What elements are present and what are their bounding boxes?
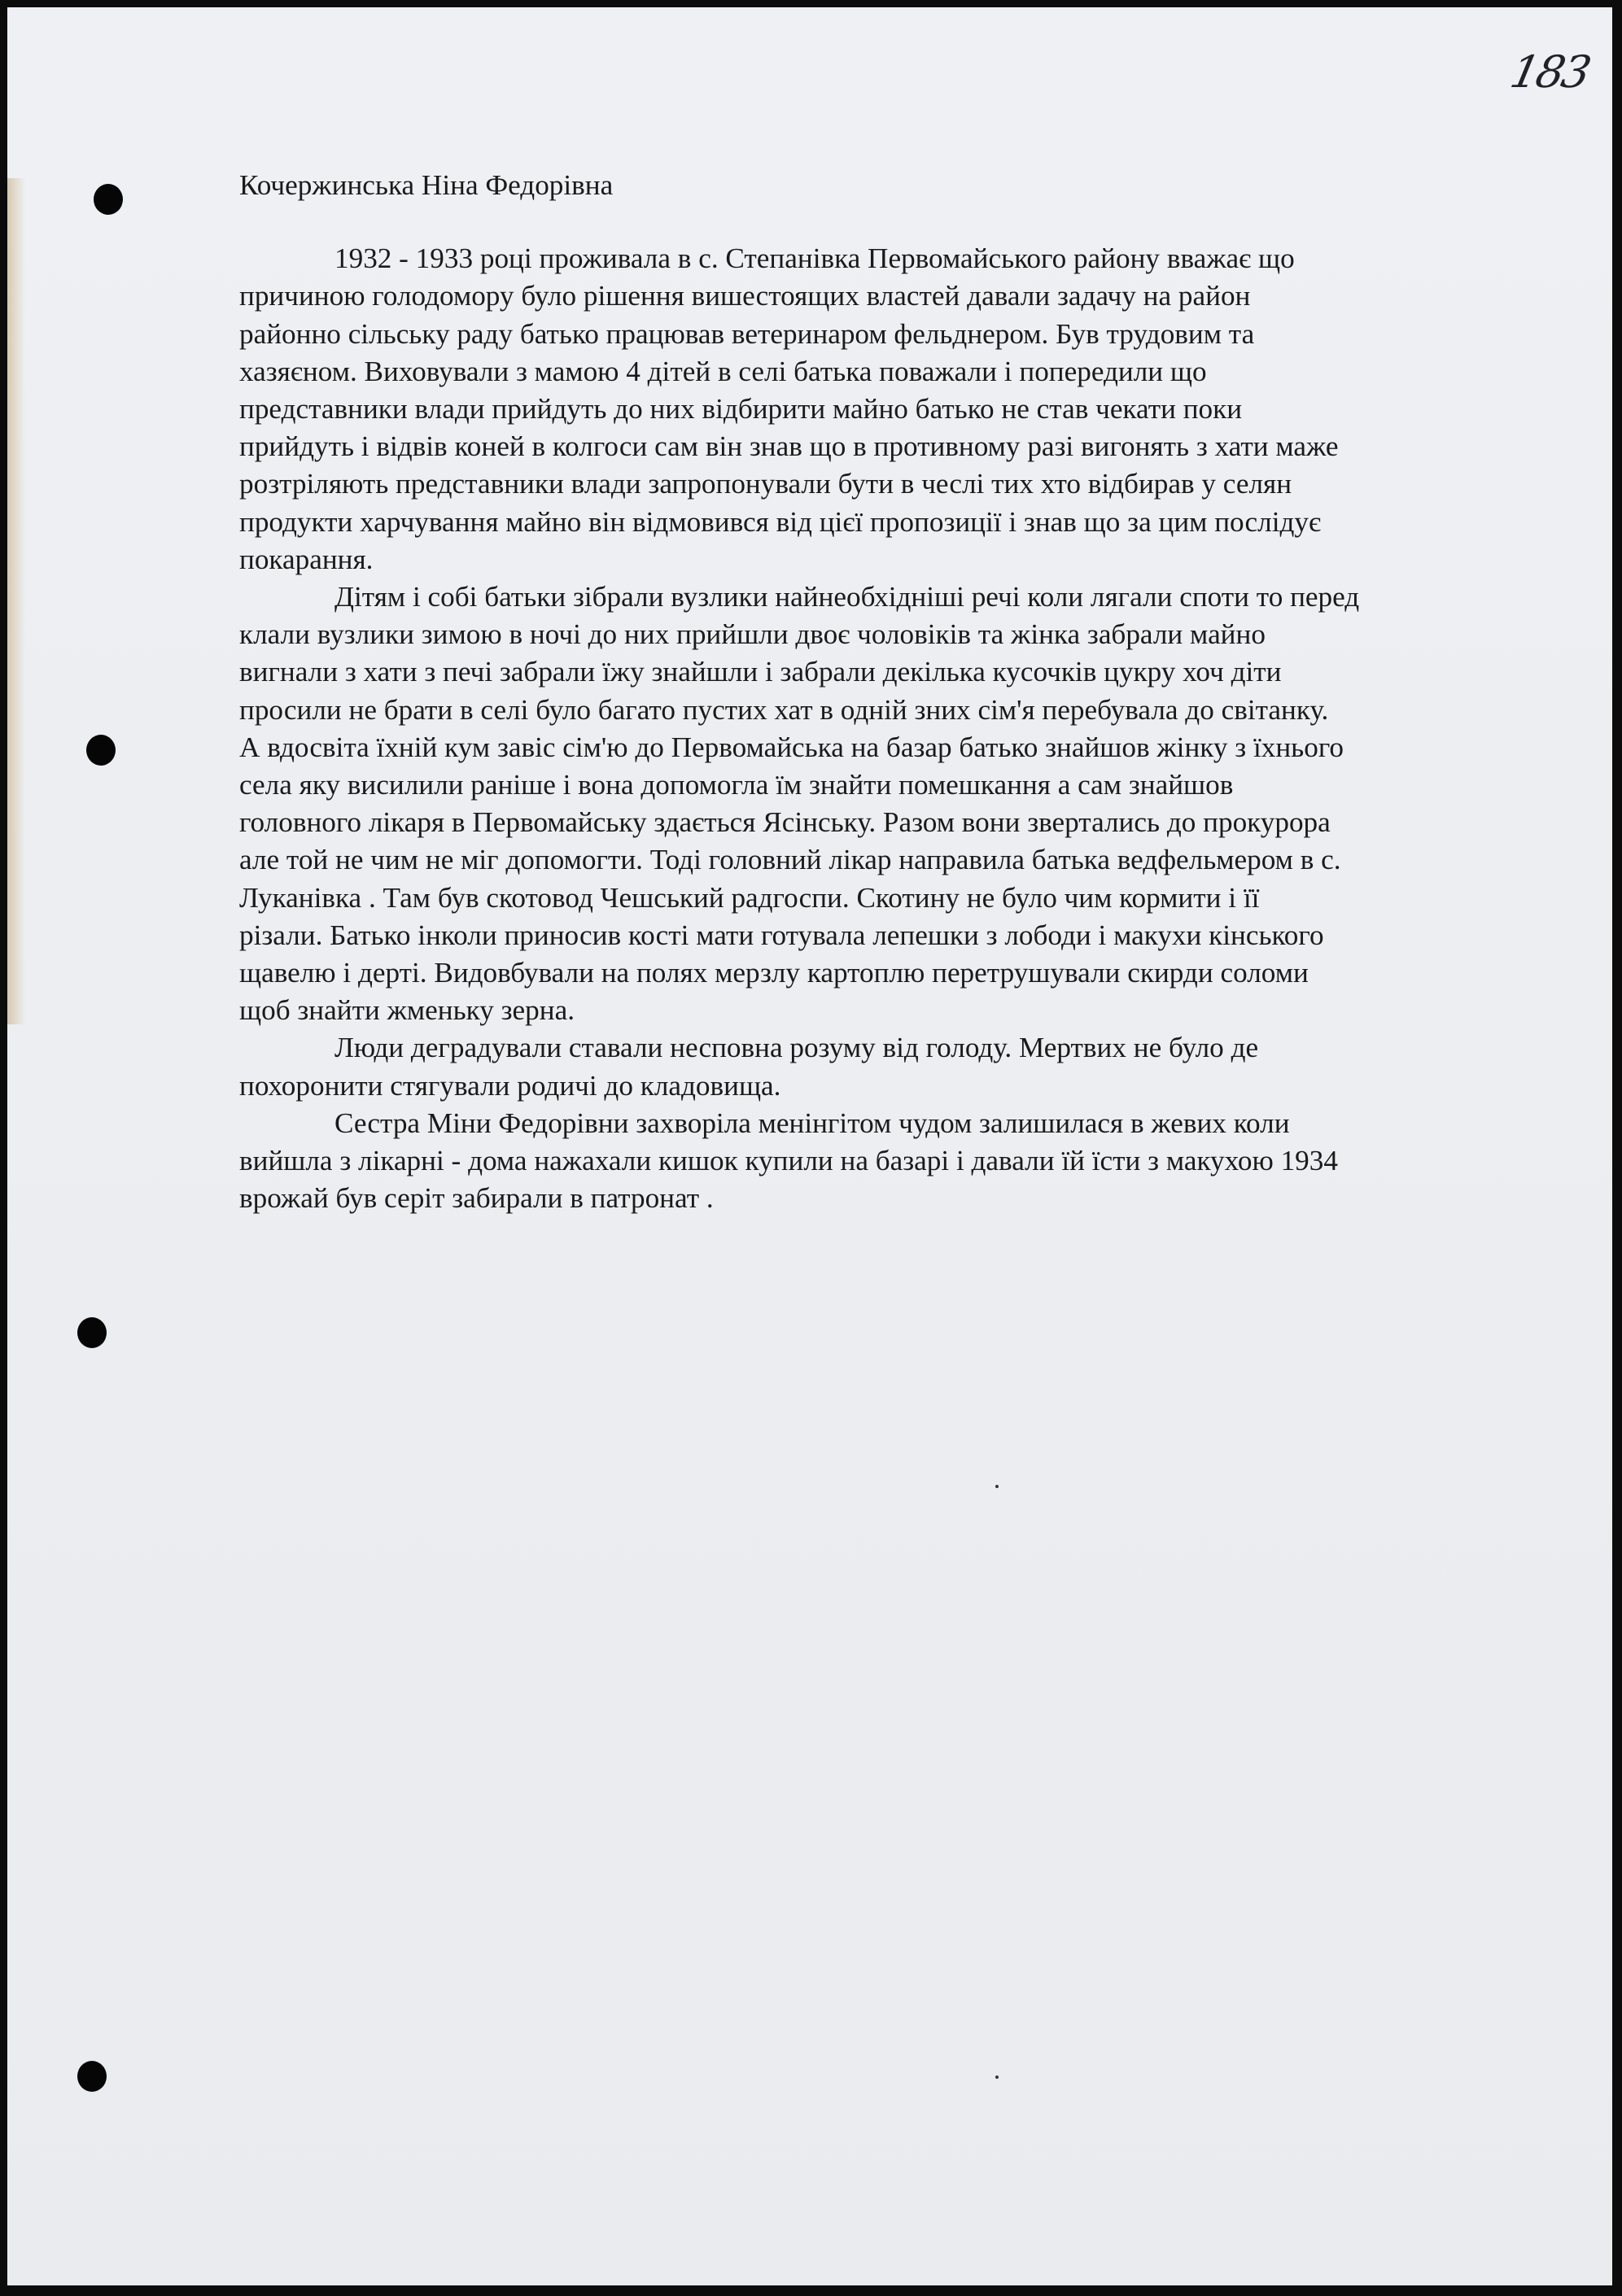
text-line: хазяєном. Виховували з мамою 4 дітей в селі батька поважали і попередили що: [239, 355, 1207, 387]
text-line: але той не чим не міг допомогти. Тоді головний лікар направила батька ведфельмером в с.: [239, 844, 1341, 876]
paragraph-4: [239, 1105, 1513, 1218]
text-line: Дітям і собі батьки зібрали вузлики найнеобхідніші речі коли лягали споти то перед: [334, 581, 1360, 613]
punch-hole-1: [94, 184, 123, 215]
text-line: вигнали з хати з печі забрали їжу знайшли і забрали декілька кусочків цукру хоч діти: [239, 656, 1282, 688]
text-line: села яку висилили раніше і вона допомогла їм знайти помешкання а сам знайшов: [239, 769, 1234, 801]
text-line: вийшла з лікарні - дома нажахали кишок купили на базарі і давали їй їсти з макухою 1934: [239, 1145, 1338, 1177]
text-line: А вдосвіта їхній кум завіс сім'ю до Первомайська на базар батько знайшов жінку з їхнього: [239, 731, 1344, 763]
text-line: різали. Батько інколи приносив кості мати готувала лепешки з лободи і макухи кінського: [239, 919, 1324, 951]
punch-hole-3: [77, 1317, 107, 1348]
document-title: Кочержинська Ніна Федорівна: [239, 169, 614, 201]
text-line: щавелю і дерті. Видовбували на полях мерзлу картоплю перетрушували скирди соломи: [239, 957, 1309, 989]
page-number: 183: [1506, 46, 1594, 98]
text-line: Сестра Міни Федорівни захворіла менінгітом чудом залишилася в жевих коли: [334, 1107, 1290, 1139]
text-line: щоб знайти жменьку зерна.: [239, 994, 575, 1027]
text-line: районно сільську раду батько працював ветеринаром фельднером. Був трудовим та: [239, 317, 1255, 350]
text-line: причиною голодомору було рішення вишестоящих властей давали задачу на район: [239, 280, 1251, 312]
punch-hole-2: [86, 735, 116, 766]
document-body: [239, 167, 1513, 1217]
text-line: прийдуть і відвів коней в колгоси сам він знав що в противному разі вигонять з хати маже: [239, 430, 1339, 463]
text-line: врожай був серіт забирали в патронат .: [239, 1182, 714, 1215]
text-line: клали вузлики зимою в ночі до них прийшли двоє чоловіків та жінка забрали майно: [239, 618, 1266, 651]
paragraph-1: [239, 240, 1513, 578]
text-line: Люди деградували ставали несповна розуму від голоду. Мертвих не було де: [334, 1032, 1259, 1064]
text-line: покарання.: [239, 543, 374, 575]
text-line: похоронити стягували родичі до кладовища.: [239, 1069, 781, 1102]
paper-stain: [7, 178, 25, 1024]
text-line: розтріляють представники влади запропонували бути в чеслі тих хто відбирав у селян: [239, 468, 1292, 500]
paper-speck: [995, 1485, 999, 1488]
text-line: головного лікаря в Первомайську здається Ясінську. Разом вони звертались до прокурора: [239, 806, 1331, 839]
text-line: продукти харчування майно він відмовився від цієї пропозиції і знав що за цим послідує: [239, 505, 1322, 538]
text-line: Луканівка . Там був скотовод Чешський радгоспи. Скотину не було чим кормити і її: [239, 881, 1260, 914]
paper-speck: [995, 2076, 999, 2079]
punch-hole-4: [77, 2061, 107, 2092]
text-line: 1932 - 1933 році проживала в с. Степанівка Первомайського району вважає що: [334, 242, 1295, 275]
text-line: представники влади прийдуть до них відбирити майно батько не став чекати поки: [239, 393, 1243, 426]
paragraph-2: [239, 578, 1513, 1029]
paragraph-3: [239, 1029, 1513, 1104]
text-line: просили не брати в селі було багато пустих хат в одній зних сім'я перебувала до світанку.: [239, 693, 1329, 726]
paper-sheet: [7, 7, 1612, 2285]
